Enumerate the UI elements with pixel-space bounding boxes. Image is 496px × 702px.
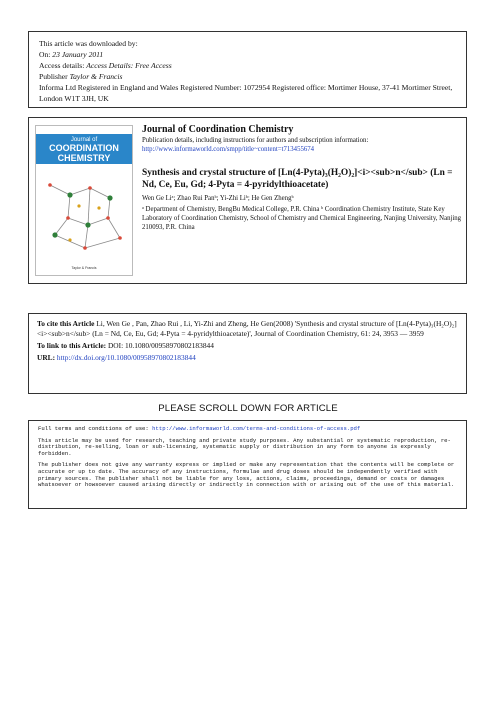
journal-cover-image	[35, 125, 133, 276]
terms-full-line	[38, 426, 457, 433]
cover-title-line2: CHEMISTRY	[57, 153, 111, 163]
journal-url-link[interactable]: http://www.informaworld.com/smpp/title~content=t713455674	[142, 146, 315, 153]
citation-text: Li, Wen Ge , Pan, Zhao Rui , Li, Yi-Zhi and Zheng, He Gen(2008) 'Synthesis and crystal structure of [Ln(4-Pyta)₃(H₂O)₂]<i><sub>n</sub> (Ln = Nd, Ce, Eu, Gd; 4-Pyta = 4-pyridylthioacetate)', Journal of Coordination Chemistry, 61: 24, 3953 — 3959	[37, 319, 457, 338]
access-line	[39, 60, 456, 71]
download-date: 23 January 2011	[52, 50, 104, 59]
article-info-box	[28, 117, 467, 284]
publication-details: Publication details, including instructions for authors and subscription information:	[142, 137, 369, 144]
publisher-line	[39, 71, 456, 82]
download-info-box	[28, 31, 467, 108]
cover-journal-label: Journal of	[70, 137, 98, 143]
url-line	[37, 353, 458, 363]
author-affiliations: ᵃ Department of Chemistry, BengBu Medical College, P.R. China ᵇ Coordination Chemistry Institute, State Key Laboratory of Coordination Chemistry, School of Chemistry and Chemical Engineering, Nanjing University, Nanjing 210093, P.R. China	[142, 206, 462, 231]
journal-title: Journal of Coordination Chemistry	[142, 124, 294, 135]
doi-value: DOI: 10.1080/00958970802183844	[107, 341, 214, 350]
doi-label: To link to this Article:	[37, 341, 108, 350]
cover-header-strip	[36, 126, 132, 134]
article-authors: Wen Ge Liᵃ; Zhao Rui Panᵇ; Yi-Zhi Liᵇ; He Gen Zhengᵇ	[142, 195, 294, 202]
download-date-line	[39, 49, 456, 60]
cover-publisher-logo: Taylor & Francis	[71, 266, 97, 270]
access-value: Access Details: Free Access	[86, 61, 172, 70]
citation-box	[28, 313, 467, 394]
access-label: Access details:	[39, 61, 87, 70]
citation	[37, 319, 458, 339]
on-label: On:	[39, 50, 53, 59]
url-label: URL:	[37, 353, 57, 362]
terms-warranty-paragraph: The publisher does not give any warranty express or implied or make any representation that the contents will be complete or accurate or up to date. The accuracy of any instructions, formulae and drug doses should be independently verified with primary sources. The publisher shall not be liable for any loss, actions, claims, proceedings, demand or costs or damages whatsoever or howsoever caused arising directly or indirectly in connection with or arising out of the use of this material.	[38, 461, 455, 489]
journal-info	[142, 124, 462, 232]
terms-label: Full terms and conditions of use:	[38, 425, 153, 432]
download-heading: This article was downloaded by:	[39, 39, 138, 48]
citation-label: To cite this Article	[37, 319, 95, 328]
cover-title-line1: COORDINATION	[49, 143, 119, 153]
terms-url-link[interactable]: http://www.informaworld.com/terms-and-conditions-of-access.pdf	[152, 425, 361, 432]
informa-registration: Informa Ltd Registered in England and Wales Registered Number: 1072954 Registered office: Mortimer House, 37-41 Mortimer Street, London W1T 3JH, UK	[39, 83, 453, 103]
article-title: Synthesis and crystal structure of [Ln(4-Pyta)₃(H₂O)₂]<i><sub>n</sub> (Ln = Nd, Ce, Eu, Gd; 4-Pyta = 4-pyridylthioacetate)	[142, 168, 453, 190]
terms-usage-paragraph: This article may be used for research, teaching and private study purposes. Any substantial or systematic reproduction, re-distribution, re-selling, loan or sub-licensing, systematic supply or distribution in any form to anyone is expressly forbidden.	[38, 436, 451, 457]
scroll-notice: PLEASE SCROLL DOWN FOR ARTICLE	[158, 403, 338, 414]
publisher-label: Publisher	[39, 72, 70, 81]
cover-title-band	[36, 134, 132, 164]
crystal-structure-illustration	[40, 170, 130, 260]
article-url-link[interactable]: http://dx.doi.org/10.1080/00958970802183844	[56, 353, 196, 362]
publisher-value: Taylor & Francis	[69, 72, 123, 81]
terms-box	[28, 420, 467, 509]
doi-line	[37, 341, 458, 351]
